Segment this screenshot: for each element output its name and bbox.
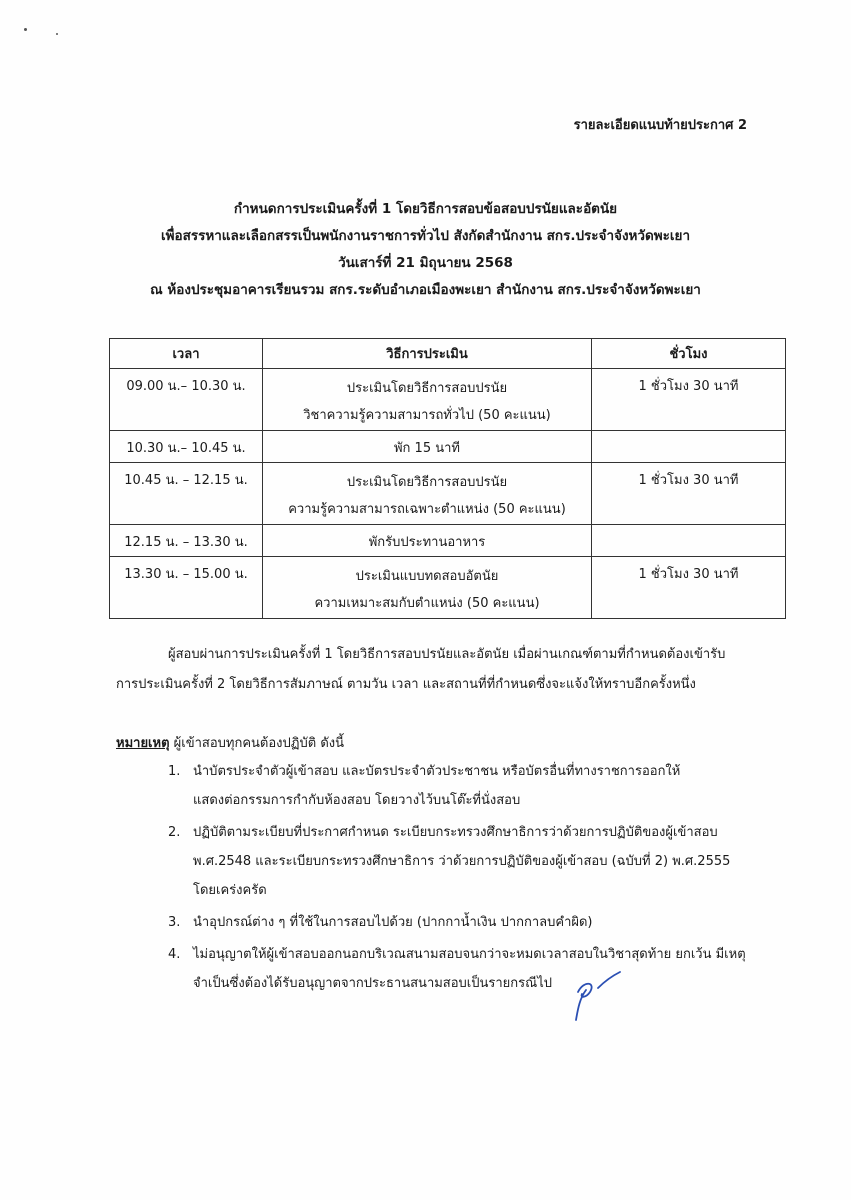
document-title xyxy=(60,196,791,304)
method-line: ความรู้ความสามารถเฉพาะตำแหน่ง (50 คะแนน) xyxy=(288,502,566,517)
item-number: 2. xyxy=(168,825,181,840)
method-line: พัก 15 นาที xyxy=(393,441,460,456)
schedule-table xyxy=(109,338,786,619)
item-number: 4. xyxy=(168,947,181,962)
table-row xyxy=(110,557,786,619)
title-line: ณ ห้องประชุมอาคารเรียนรวม สกร.ระดับอำเภอเมืองพะเยา สำนักงาน สกร.ประจำจังหวัดพะเยา xyxy=(150,282,701,298)
method-line: ประเมินโดยวิธีการสอบปรนัย xyxy=(346,475,508,490)
method-line: ประเมินโดยวิธีการสอบปรนัย xyxy=(346,381,508,396)
hours-cell: 1 ชั่วโมง 30 นาที xyxy=(592,369,786,431)
signature-mark xyxy=(568,968,628,1028)
list-item xyxy=(168,940,788,998)
header-method: วิธีการประเมิน xyxy=(263,339,592,369)
item-line: จำเป็นซึ่งต้องได้รับอนุญาตจากประธานสนามสอบเป็นรายกรณีไป xyxy=(193,976,552,991)
attachment-note: รายละเอียดแนบท้ายประกาศ 2 xyxy=(573,118,747,133)
table-row xyxy=(110,525,786,557)
hours-cell: 1 ชั่วโมง 30 นาที xyxy=(592,463,786,525)
table-header-row xyxy=(110,339,786,369)
item-line: ไม่อนุญาตให้ผู้เข้าสอบออกนอกบริเวณสนามสอบจนกว่าจะหมดเวลาสอบในวิชาสุดท้าย ยกเว้น มีเหตุ xyxy=(193,947,746,962)
title-line: เพื่อสรรหาและเลือกสรรเป็นพนักงานราชการทั่วไป สังกัดสำนักงาน สกร.ประจำจังหวัดพะเยา xyxy=(160,228,691,244)
header-hours: ชั่วโมง xyxy=(592,339,786,369)
item-line: ปฏิบัติตามระเบียบที่ประกาศกำหนด ระเบียบกระทรวงศึกษาธิการว่าด้วยการปฏิบัติของผู้เข้าสอบ xyxy=(193,825,718,840)
list-item xyxy=(168,908,788,937)
title-line: วันเสาร์ที่ 21 มิถุนายน 2568 xyxy=(338,255,513,271)
item-line: นำอุปกรณ์ต่าง ๆ ที่ใช้ในการสอบไปด้วย (ปากกาน้ำเงิน ปากกาลบคำผิด) xyxy=(193,915,593,930)
method-line: ประเมินแบบทดสอบอัตนัย xyxy=(355,569,499,584)
item-text xyxy=(193,757,788,815)
item-text xyxy=(193,908,788,937)
hours-cell: 1 ชั่วโมง 30 นาที xyxy=(592,557,786,619)
method-line: วิชาความรู้ความสามารถทั่วไป (50 คะแนน) xyxy=(303,408,551,423)
method-cell xyxy=(263,431,592,463)
remark-text: ผู้เข้าสอบทุกคนต้องปฏิบัติ ดังนี้ xyxy=(169,736,344,751)
time-cell: 10.30 น.– 10.45 น. xyxy=(110,431,263,463)
item-line: นำบัตรประจำตัวผู้เข้าสอบ และบัตรประจำตัวประชาชน หรือบัตรอื่นที่ทางราชการออกให้ xyxy=(193,764,681,779)
item-line: โดยเคร่งครัด xyxy=(193,883,267,898)
title-line: กำหนดการประเมินครั้งที่ 1 โดยวิธีการสอบข้อสอบปรนัยและอัตนัย xyxy=(233,201,618,217)
remark-label: หมายเหตุ xyxy=(116,736,170,751)
item-number: 3. xyxy=(168,915,181,930)
remark-heading xyxy=(116,732,344,753)
hours-cell xyxy=(592,525,786,557)
method-cell xyxy=(263,369,592,431)
table-row xyxy=(110,463,786,525)
rules-list xyxy=(168,757,788,1001)
time-cell: 09.00 น.– 10.30 น. xyxy=(110,369,263,431)
hours-cell xyxy=(592,431,786,463)
method-cell xyxy=(263,463,592,525)
table-row xyxy=(110,369,786,431)
paragraph-line: การประเมินครั้งที่ 2 โดยวิธีการสัมภาษณ์ ตามวัน เวลา และสถานที่ที่กำหนดซึ่งจะแจ้งให้ทราบอีกครั้งหนึ่ง xyxy=(116,677,696,692)
method-cell xyxy=(263,525,592,557)
scan-speck xyxy=(56,33,58,35)
time-cell: 13.30 น. – 15.00 น. xyxy=(110,557,263,619)
method-cell xyxy=(263,557,592,619)
paragraph-line: ผู้สอบผ่านการประเมินครั้งที่ 1 โดยวิธีการสอบปรนัยและอัตนัย เมื่อผ่านเกณฑ์ตามที่กำหนดต้องเข้ารับ xyxy=(168,647,726,662)
method-line: พักรับประทานอาหาร xyxy=(368,535,486,550)
scan-speck xyxy=(24,28,27,31)
list-item xyxy=(168,757,788,815)
item-text xyxy=(193,818,788,905)
list-item xyxy=(168,818,788,905)
item-line: พ.ศ.2548 และระเบียบกระทรวงศึกษาธิการ ว่าด้วยการปฏิบัติของผู้เข้าสอบ (ฉบับที่ 2) พ.ศ.2555 xyxy=(193,854,731,869)
method-line: ความเหมาะสมกับตำแหน่ง (50 คะแนน) xyxy=(314,596,540,611)
header-time: เวลา xyxy=(110,339,263,369)
item-line: แสดงต่อกรรมการกำกับห้องสอบ โดยวางไว้บนโต๊ะที่นั่งสอบ xyxy=(193,793,521,808)
table-row xyxy=(110,431,786,463)
time-cell: 10.45 น. – 12.15 น. xyxy=(110,463,263,525)
result-paragraph xyxy=(116,640,788,700)
item-text xyxy=(193,940,788,998)
item-number: 1. xyxy=(168,764,181,779)
time-cell: 12.15 น. – 13.30 น. xyxy=(110,525,263,557)
